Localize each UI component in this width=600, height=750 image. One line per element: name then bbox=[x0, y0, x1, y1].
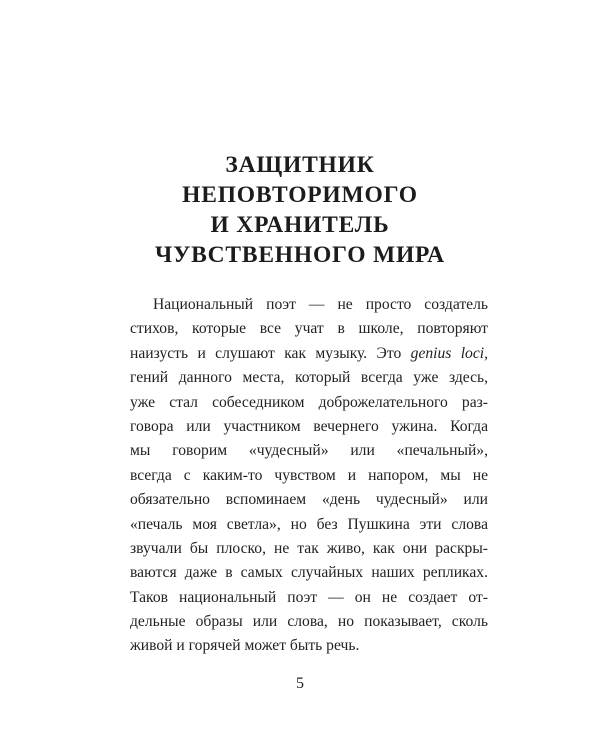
chapter-title-line: НЕПОВТОРИМОГО bbox=[182, 182, 418, 208]
text-line: живой и горячей может быть речь. bbox=[130, 637, 360, 655]
text-fragment: наизусть и слушают как музыку. Это bbox=[130, 344, 402, 362]
chapter-title-line: И ХРАНИТЕЛЬ bbox=[210, 212, 390, 238]
text-line: дельные образы или слова, но показывает, сколь bbox=[130, 613, 488, 631]
text-line: говора или участником вечернего ужина. Когда bbox=[130, 417, 488, 435]
text-line: гений данного места, который всегда уже здесь, bbox=[130, 369, 488, 387]
text-line: уже стал собеседником доброжелательного раз- bbox=[130, 393, 488, 411]
text-line: стихов, которые все учат в школе, повторяют bbox=[130, 320, 488, 338]
chapter-title bbox=[0, 150, 600, 270]
text-line: звучали бы плоско, не так живо, как они раскры- bbox=[130, 539, 488, 557]
chapter-title-line: ЧУВСТВЕННОГО МИРА bbox=[155, 242, 445, 268]
text-line: «печаль моя светла», но без Пушкина эти слова bbox=[130, 515, 488, 533]
page-number: 5 bbox=[296, 675, 304, 692]
text-line: Национальный поэт — не просто создатель bbox=[153, 296, 488, 313]
text-line bbox=[130, 342, 488, 366]
text-line: всегда с каким-то чувством и напором, мы не bbox=[130, 466, 488, 484]
text-line: мы говорим «чудесный» или «печальный», bbox=[130, 442, 488, 460]
text-line: обязательно вспоминаем «день чудесный» или bbox=[130, 491, 488, 509]
text-line: Таков национальный поэт — он не создает от- bbox=[130, 588, 488, 606]
chapter-title-line: ЗАЩИТНИК bbox=[225, 152, 375, 178]
italic-phrase: genius loci, bbox=[410, 344, 488, 362]
body-paragraph bbox=[130, 293, 488, 659]
text-line: ваются даже в самых случайных наших репликах. bbox=[130, 564, 488, 582]
